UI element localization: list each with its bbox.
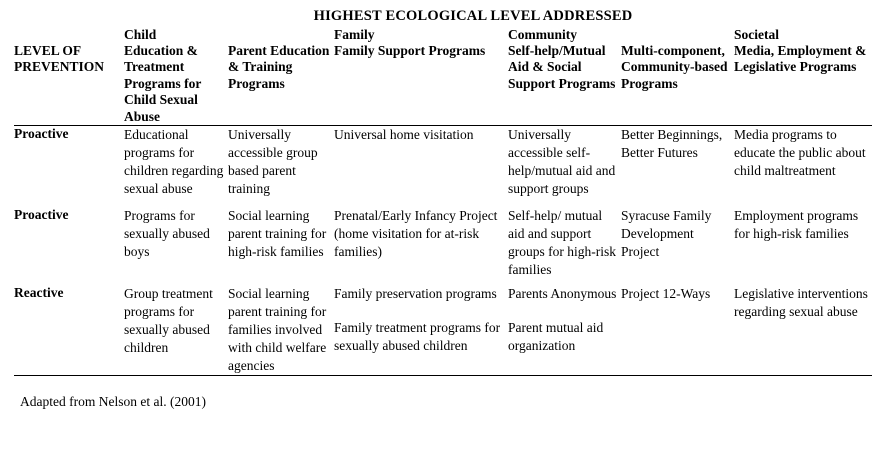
level-of-prevention-header <box>14 43 124 126</box>
cell-r1c6: Media programs to educate the public about child maltreatment <box>734 127 866 179</box>
column-header-parent-education: Parent Education & Training Programs <box>228 43 330 91</box>
source-note: Adapted from Nelson et al. (2001) <box>20 393 206 409</box>
cell-r2c4: Self-help/ mutual aid and support groups for high-risk families <box>508 208 616 278</box>
cell-r3c5: Project 12-Ways <box>621 285 711 301</box>
table-row <box>14 126 872 198</box>
group-header-row <box>14 27 872 43</box>
cell-r2c5: Syracuse Family Development Project <box>621 208 712 260</box>
cell-r3c2: Social learning parent training for families involved with child welfare agencies <box>228 285 327 373</box>
table-row <box>14 207 872 279</box>
cell-r1c1: Educational programs for children regarding sexual abuse <box>124 127 224 197</box>
cell-r3c6: Legislative interventions regarding sexual abuse <box>734 285 868 319</box>
row-spacer-1 <box>14 198 872 207</box>
group-header-gap <box>228 27 334 43</box>
group-header-societal: Societal <box>734 27 780 42</box>
cell-r2c3: Prenatal/Early Infancy Project (home visitation for at-risk families) <box>334 208 498 260</box>
column-header-self-help: Self-help/Mutual Aid & Social Support Programs <box>508 43 616 91</box>
level-of-prevention-line2: PREVENTION <box>14 59 105 75</box>
cell-r3c4: Parents Anonymous Parent mutual aid organization <box>508 285 617 353</box>
group-header-child: Child <box>124 27 157 42</box>
row-label-proactive-2: Proactive <box>14 207 69 223</box>
row-label-proactive-1: Proactive <box>14 126 69 142</box>
cell-r1c5: Better Beginnings, Better Futures <box>621 127 723 161</box>
table-row <box>14 285 872 375</box>
cell-r1c4: Universally accessible self-help/mutual aid and support groups <box>508 127 616 197</box>
group-header-community: Community <box>508 27 578 42</box>
cell-r2c2: Social learning parent training for high-risk families <box>228 208 327 260</box>
column-header-multi-component: Multi-component, Community-based Programs <box>621 43 728 91</box>
cell-r2c6: Employment programs for high-risk families <box>734 208 859 242</box>
level-of-prevention-line1: LEVEL OF <box>14 43 82 58</box>
row-label-reactive: Reactive <box>14 284 64 300</box>
column-header-family-support: Family Support Programs <box>334 43 486 58</box>
group-header-family: Family <box>334 27 375 42</box>
ecological-level-matrix <box>14 27 872 376</box>
group-header-spacer <box>14 27 124 43</box>
column-header-child-sexual-abuse: Education & Treatment Programs for Child Sexual Abuse <box>124 43 202 124</box>
column-header-media-employment: Media, Employment & Legislative Programs <box>734 43 867 75</box>
cell-r2c1: Programs for sexually abused boys <box>124 208 210 260</box>
cell-r1c2: Universally accessible group based parent training <box>228 127 318 197</box>
cell-r1c3: Universal home visitation <box>334 127 474 143</box>
cell-r3c1: Group treatment programs for sexually abused children <box>124 285 213 355</box>
page-title: HIGHEST ECOLOGICAL LEVEL ADDRESSED <box>313 8 633 24</box>
cell-r3c3: Family preservation programs Family treatment programs for sexually abused children <box>334 285 501 353</box>
column-header-row <box>14 43 872 126</box>
